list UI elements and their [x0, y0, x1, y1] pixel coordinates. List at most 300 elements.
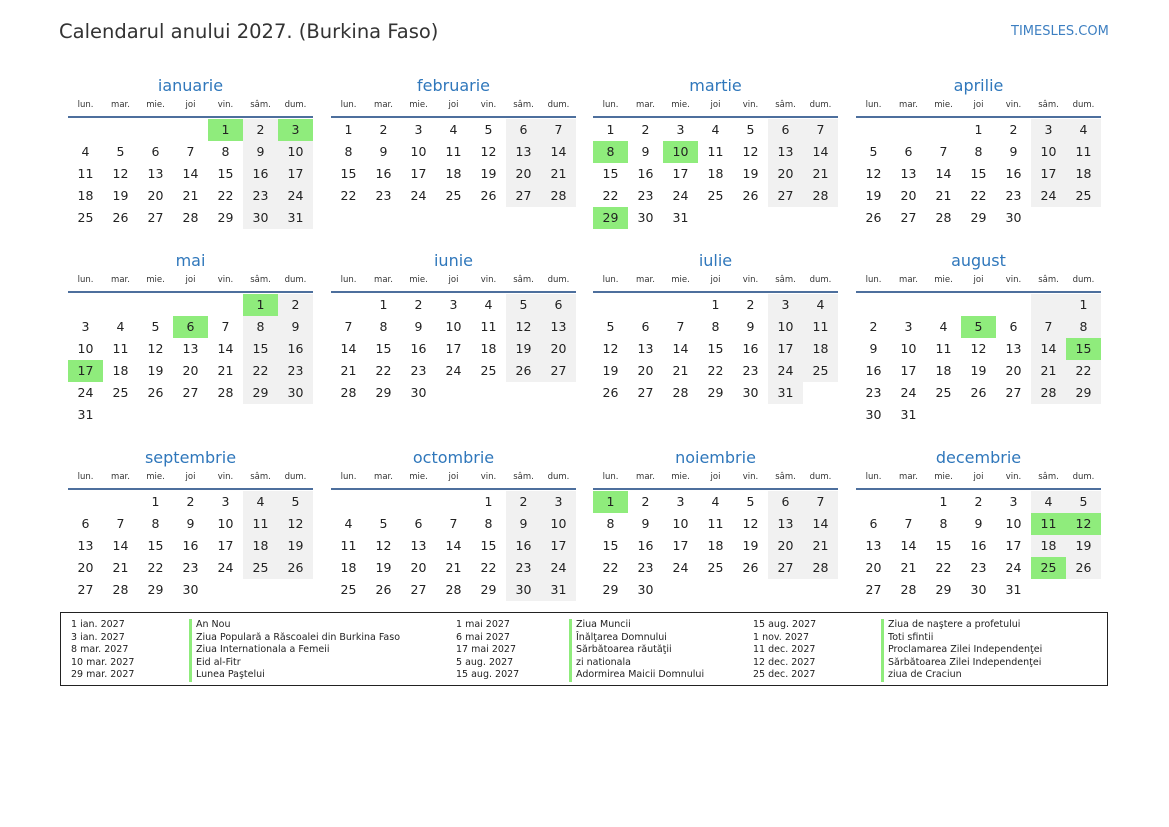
day-cell: 31 — [77, 407, 94, 422]
day-cell: 26 — [1066, 557, 1101, 579]
week-row — [593, 119, 838, 141]
day-cell: 9 — [641, 144, 650, 159]
week-row — [68, 579, 313, 601]
weekday-header-row — [68, 471, 313, 490]
weekday-header: sâm. — [775, 100, 796, 110]
day-cell: 31 — [900, 407, 917, 422]
holiday-date: 8 mar. 2027 — [71, 644, 129, 655]
day-cell: 3 — [541, 491, 576, 513]
day-cell: 31 — [1005, 582, 1022, 597]
day-cell: 23 — [410, 363, 427, 378]
day-cell: 19 — [112, 188, 129, 203]
week-row — [68, 557, 313, 579]
weekday-header: dum. — [547, 472, 570, 482]
month-name: martie — [689, 76, 742, 95]
weekday-header: vin. — [742, 472, 759, 482]
empty-cell — [331, 294, 366, 316]
empty-cell — [698, 207, 733, 229]
holiday-date: 17 mai 2027 — [456, 644, 517, 655]
day-cell: 22 — [480, 560, 497, 575]
day-cell: 6 — [869, 516, 878, 531]
day-cell: 8 — [151, 516, 160, 531]
day-cell: 25 — [112, 385, 129, 400]
month-name: august — [951, 251, 1006, 270]
day-cell: 26 — [506, 360, 541, 382]
day-cell: 25 — [935, 385, 952, 400]
week-row — [331, 557, 576, 579]
day-cell: 18 — [112, 363, 129, 378]
day-cell: 1 — [939, 494, 948, 509]
empty-cell — [803, 207, 838, 229]
day-cell: 8 — [344, 144, 353, 159]
day-cell: 16 — [182, 538, 199, 553]
holiday-day-cell: 29 — [593, 207, 628, 229]
empty-cell — [471, 382, 506, 404]
day-cell: 14 — [182, 166, 199, 181]
day-cell: 26 — [742, 188, 759, 203]
week-row — [331, 491, 576, 513]
holiday-day-cell: 1 — [593, 491, 628, 513]
empty-cell — [593, 294, 628, 316]
day-cell: 14 — [112, 538, 129, 553]
day-cell: 6 — [414, 516, 423, 531]
holiday-date: 29 mar. 2027 — [71, 669, 135, 680]
weekday-header: lun. — [865, 100, 882, 110]
weekday-header: vin. — [480, 100, 497, 110]
holiday-day-cell: 5 — [961, 316, 996, 338]
holiday-date: 5 aug. 2027 — [456, 656, 514, 668]
day-cell: 9 — [414, 319, 423, 334]
month-noiembrie — [593, 447, 838, 601]
weekday-header-row — [68, 99, 313, 118]
day-cell: 24 — [1005, 560, 1022, 575]
day-cell: 2 — [641, 494, 650, 509]
day-cell: 22 — [217, 188, 234, 203]
week-row — [593, 491, 838, 513]
month-decembrie — [856, 447, 1101, 601]
day-cell: 29 — [602, 582, 619, 597]
day-cell: 27 — [182, 385, 199, 400]
day-cell: 12 — [278, 513, 313, 535]
day-cell: 17 — [672, 166, 689, 181]
day-cell: 12 — [147, 341, 164, 356]
empty-cell — [208, 404, 243, 426]
weekday-header: lun. — [340, 100, 357, 110]
day-cell: 5 — [606, 319, 615, 334]
empty-cell — [663, 294, 698, 316]
week-row — [68, 513, 313, 535]
week-row — [331, 163, 576, 185]
day-cell: 22 — [147, 560, 164, 575]
empty-cell — [103, 119, 138, 141]
holiday-name: Eid al-Fitr — [189, 657, 400, 670]
week-row — [331, 185, 576, 207]
holiday-dates-column — [753, 619, 816, 682]
day-cell: 22 — [1066, 360, 1101, 382]
holiday-date: 1 nov. 2027 — [753, 631, 809, 643]
week-row — [68, 185, 313, 207]
day-cell: 7 — [344, 319, 353, 334]
day-cell: 28 — [541, 185, 576, 207]
weekday-header: vin. — [1005, 100, 1022, 110]
day-cell: 28 — [900, 582, 917, 597]
day-cell: 3 — [414, 122, 423, 137]
empty-cell — [996, 294, 1031, 316]
day-cell: 13 — [77, 538, 94, 553]
day-cell: 21 — [541, 163, 576, 185]
day-cell: 22 — [935, 560, 952, 575]
day-cell: 16 — [865, 363, 882, 378]
day-cell: 17 — [278, 163, 313, 185]
day-cell: 19 — [742, 166, 759, 181]
weekday-header-row — [331, 274, 576, 293]
day-cell: 23 — [182, 560, 199, 575]
week-row — [68, 491, 313, 513]
weekday-header: joi — [185, 275, 196, 285]
day-cell: 19 — [480, 166, 497, 181]
weekday-header: lun. — [77, 100, 94, 110]
day-cell: 5 — [746, 122, 755, 137]
weekday-header: joi — [448, 275, 459, 285]
day-cell: 5 — [746, 494, 755, 509]
day-cell: 28 — [803, 185, 838, 207]
day-cell: 26 — [147, 385, 164, 400]
day-cell: 30 — [742, 385, 759, 400]
day-cell: 1 — [974, 122, 983, 137]
day-cell: 17 — [445, 341, 462, 356]
day-cell: 21 — [182, 188, 199, 203]
holiday-date: 10 mar. 2027 — [71, 656, 135, 668]
empty-cell — [926, 119, 961, 141]
day-cell: 28 — [445, 582, 462, 597]
day-cell: 23 — [637, 188, 654, 203]
week-row — [593, 579, 838, 601]
empty-cell — [926, 294, 961, 316]
day-cell: 5 — [1066, 491, 1101, 513]
day-cell: 15 — [602, 538, 619, 553]
month-name: decembrie — [935, 448, 1022, 467]
holiday-date: 25 dec. 2027 — [753, 669, 816, 680]
day-cell: 21 — [900, 560, 917, 575]
day-cell: 28 — [182, 210, 199, 225]
day-cell: 22 — [602, 560, 619, 575]
holiday-date: 15 aug. 2027 — [753, 619, 817, 630]
day-cell: 9 — [641, 516, 650, 531]
empty-cell — [698, 579, 733, 601]
day-cell: 7 — [221, 319, 230, 334]
day-cell: 2 — [278, 294, 313, 316]
day-cell: 21 — [672, 363, 689, 378]
weekday-header: mar. — [374, 100, 393, 110]
day-cell: 16 — [410, 341, 427, 356]
day-cell: 11 — [935, 341, 952, 356]
month-name: februarie — [416, 76, 491, 95]
day-cell: 19 — [1066, 535, 1101, 557]
day-cell: 24 — [541, 557, 576, 579]
month-august — [856, 250, 1101, 426]
weekday-header: joi — [710, 100, 721, 110]
holiday-date: 1 mai 2027 — [456, 619, 510, 630]
day-cell: 12 — [742, 144, 759, 159]
holiday-day-cell: 1 — [243, 294, 278, 316]
day-cell: 21 — [1031, 360, 1066, 382]
day-cell: 13 — [900, 166, 917, 181]
weekday-header: joi — [448, 472, 459, 482]
day-cell: 21 — [112, 560, 129, 575]
day-cell: 2 — [1009, 122, 1018, 137]
day-cell: 19 — [742, 538, 759, 553]
day-cell: 15 — [375, 341, 392, 356]
day-cell: 21 — [217, 363, 234, 378]
empty-cell — [1066, 579, 1101, 601]
weekday-header: mie. — [146, 100, 165, 110]
day-cell: 4 — [484, 297, 493, 312]
day-cell: 20 — [410, 560, 427, 575]
day-cell: 5 — [116, 144, 125, 159]
day-cell: 23 — [865, 385, 882, 400]
weekday-header: mie. — [671, 275, 690, 285]
weekday-header: dum. — [809, 472, 832, 482]
empty-cell — [628, 294, 663, 316]
month-iulie — [593, 250, 838, 404]
empty-cell — [856, 491, 891, 513]
week-row — [68, 316, 313, 338]
day-cell: 18 — [707, 538, 724, 553]
day-cell: 23 — [243, 185, 278, 207]
empty-cell — [103, 491, 138, 513]
day-cell: 27 — [768, 185, 803, 207]
weekday-header: vin. — [742, 275, 759, 285]
day-cell: 5 — [869, 144, 878, 159]
day-cell: 27 — [541, 360, 576, 382]
empty-cell — [1031, 404, 1066, 426]
day-cell: 8 — [221, 144, 230, 159]
day-cell: 2 — [506, 491, 541, 513]
day-cell: 19 — [375, 560, 392, 575]
holiday-list — [60, 612, 1108, 686]
day-cell: 31 — [541, 579, 576, 601]
day-cell: 30 — [278, 382, 313, 404]
day-cell: 1 — [484, 494, 493, 509]
day-cell: 17 — [900, 363, 917, 378]
day-cell: 16 — [506, 535, 541, 557]
day-cell: 5 — [151, 319, 160, 334]
empty-cell — [173, 119, 208, 141]
day-cell: 12 — [112, 166, 129, 181]
week-row — [331, 316, 576, 338]
day-cell: 26 — [865, 210, 882, 225]
weekday-header: dum. — [1072, 100, 1095, 110]
day-cell: 17 — [541, 535, 576, 557]
day-cell: 17 — [217, 538, 234, 553]
day-cell: 1 — [606, 122, 615, 137]
day-cell: 18 — [77, 188, 94, 203]
day-cell: 7 — [186, 144, 195, 159]
day-cell: 28 — [803, 557, 838, 579]
weekday-header: sâm. — [250, 275, 271, 285]
day-cell: 23 — [506, 557, 541, 579]
day-cell: 28 — [1031, 382, 1066, 404]
day-cell: 27 — [147, 210, 164, 225]
day-cell: 4 — [116, 319, 125, 334]
week-row — [593, 185, 838, 207]
weekday-header: vin. — [1005, 275, 1022, 285]
day-cell: 17 — [768, 338, 803, 360]
week-row — [593, 163, 838, 185]
day-cell: 4 — [1066, 119, 1101, 141]
day-cell: 15 — [970, 166, 987, 181]
empty-cell — [173, 294, 208, 316]
week-row — [331, 535, 576, 557]
day-cell: 23 — [742, 363, 759, 378]
day-cell: 22 — [602, 188, 619, 203]
holiday-name: Ziua Populară a Răscoalei din Burkina Faso — [189, 632, 400, 645]
week-row — [68, 207, 313, 229]
day-cell: 11 — [243, 513, 278, 535]
day-cell: 9 — [869, 341, 878, 356]
day-cell: 12 — [375, 538, 392, 553]
day-cell: 13 — [147, 166, 164, 181]
weekday-header: vin. — [217, 472, 234, 482]
week-row — [856, 338, 1101, 360]
weekday-header: lun. — [340, 275, 357, 285]
weekday-header: mar. — [636, 100, 655, 110]
week-row — [68, 163, 313, 185]
weekday-header: mar. — [636, 275, 655, 285]
weekday-header: vin. — [217, 275, 234, 285]
day-cell: 20 — [865, 560, 882, 575]
day-cell: 6 — [151, 144, 160, 159]
day-cell: 30 — [637, 210, 654, 225]
day-cell: 26 — [480, 188, 497, 203]
weekday-header: mar. — [899, 472, 918, 482]
holiday-date: 3 ian. 2027 — [71, 631, 125, 643]
day-cell: 11 — [803, 316, 838, 338]
holiday-day-cell: 10 — [663, 141, 698, 163]
day-cell: 19 — [506, 338, 541, 360]
empty-cell — [856, 119, 891, 141]
day-cell: 13 — [506, 141, 541, 163]
day-cell: 7 — [803, 491, 838, 513]
day-cell: 29 — [147, 582, 164, 597]
weekday-header: joi — [185, 472, 196, 482]
day-cell: 25 — [1066, 185, 1101, 207]
week-row — [68, 338, 313, 360]
empty-cell — [103, 294, 138, 316]
empty-cell — [243, 579, 278, 601]
weekday-header: sâm. — [1038, 275, 1059, 285]
day-cell: 8 — [484, 516, 493, 531]
week-row — [593, 513, 838, 535]
day-cell: 9 — [506, 513, 541, 535]
day-cell: 15 — [243, 338, 278, 360]
holiday-name: zi nationala — [569, 657, 704, 670]
site-link[interactable]: TIMESLES.COM — [1011, 24, 1109, 39]
weekday-header: sâm. — [775, 275, 796, 285]
day-cell: 9 — [243, 141, 278, 163]
day-cell: 18 — [707, 166, 724, 181]
day-cell: 11 — [77, 166, 94, 181]
day-cell: 18 — [480, 341, 497, 356]
week-row — [856, 141, 1101, 163]
day-cell: 1 — [344, 122, 353, 137]
holiday-name: Sărbătoarea răutăţii — [569, 644, 704, 657]
weekday-header-row — [593, 274, 838, 293]
day-cell: 13 — [768, 513, 803, 535]
day-cell: 29 — [970, 210, 987, 225]
weekday-header: dum. — [284, 472, 307, 482]
day-cell: 2 — [414, 297, 423, 312]
weekday-header-row — [593, 99, 838, 118]
weekday-header: mar. — [111, 100, 130, 110]
day-cell: 10 — [278, 141, 313, 163]
day-cell: 23 — [1005, 188, 1022, 203]
week-row — [331, 119, 576, 141]
weekday-header: dum. — [809, 275, 832, 285]
weekday-header: joi — [710, 275, 721, 285]
day-cell: 14 — [541, 141, 576, 163]
empty-cell — [331, 491, 366, 513]
day-cell: 15 — [480, 538, 497, 553]
week-row — [856, 360, 1101, 382]
weekday-header: joi — [448, 100, 459, 110]
day-cell: 26 — [112, 210, 129, 225]
day-cell: 28 — [672, 385, 689, 400]
holiday-names-column — [569, 619, 704, 682]
day-cell: 21 — [445, 560, 462, 575]
day-cell: 25 — [707, 188, 724, 203]
empty-cell — [768, 579, 803, 601]
day-cell: 30 — [970, 582, 987, 597]
month-name: septembrie — [144, 448, 237, 467]
day-cell: 15 — [217, 166, 234, 181]
day-cell: 21 — [340, 363, 357, 378]
day-cell: 24 — [672, 188, 689, 203]
week-row — [331, 513, 576, 535]
empty-cell — [891, 119, 926, 141]
month-name: mai — [175, 251, 206, 270]
day-cell: 30 — [1005, 210, 1022, 225]
day-cell: 5 — [379, 516, 388, 531]
weekday-header: mar. — [899, 100, 918, 110]
day-cell: 25 — [77, 210, 94, 225]
day-cell: 30 — [506, 579, 541, 601]
day-cell: 24 — [217, 560, 234, 575]
day-cell: 21 — [803, 163, 838, 185]
day-cell: 10 — [445, 319, 462, 334]
day-cell: 7 — [904, 516, 913, 531]
day-cell: 27 — [900, 210, 917, 225]
day-cell: 8 — [939, 516, 948, 531]
weekday-header-row — [68, 274, 313, 293]
day-cell: 27 — [768, 557, 803, 579]
day-cell: 22 — [375, 363, 392, 378]
month-name: ianuarie — [157, 76, 224, 95]
day-cell: 24 — [445, 363, 462, 378]
empty-cell — [541, 382, 576, 404]
week-row — [593, 535, 838, 557]
day-cell: 9 — [186, 516, 195, 531]
day-cell: 25 — [340, 582, 357, 597]
day-cell: 8 — [243, 316, 278, 338]
day-cell: 16 — [970, 538, 987, 553]
day-cell: 20 — [77, 560, 94, 575]
day-cell: 1 — [711, 297, 720, 312]
day-cell: 7 — [676, 319, 685, 334]
day-cell: 10 — [1031, 141, 1066, 163]
day-cell: 4 — [243, 491, 278, 513]
day-cell: 25 — [243, 557, 278, 579]
